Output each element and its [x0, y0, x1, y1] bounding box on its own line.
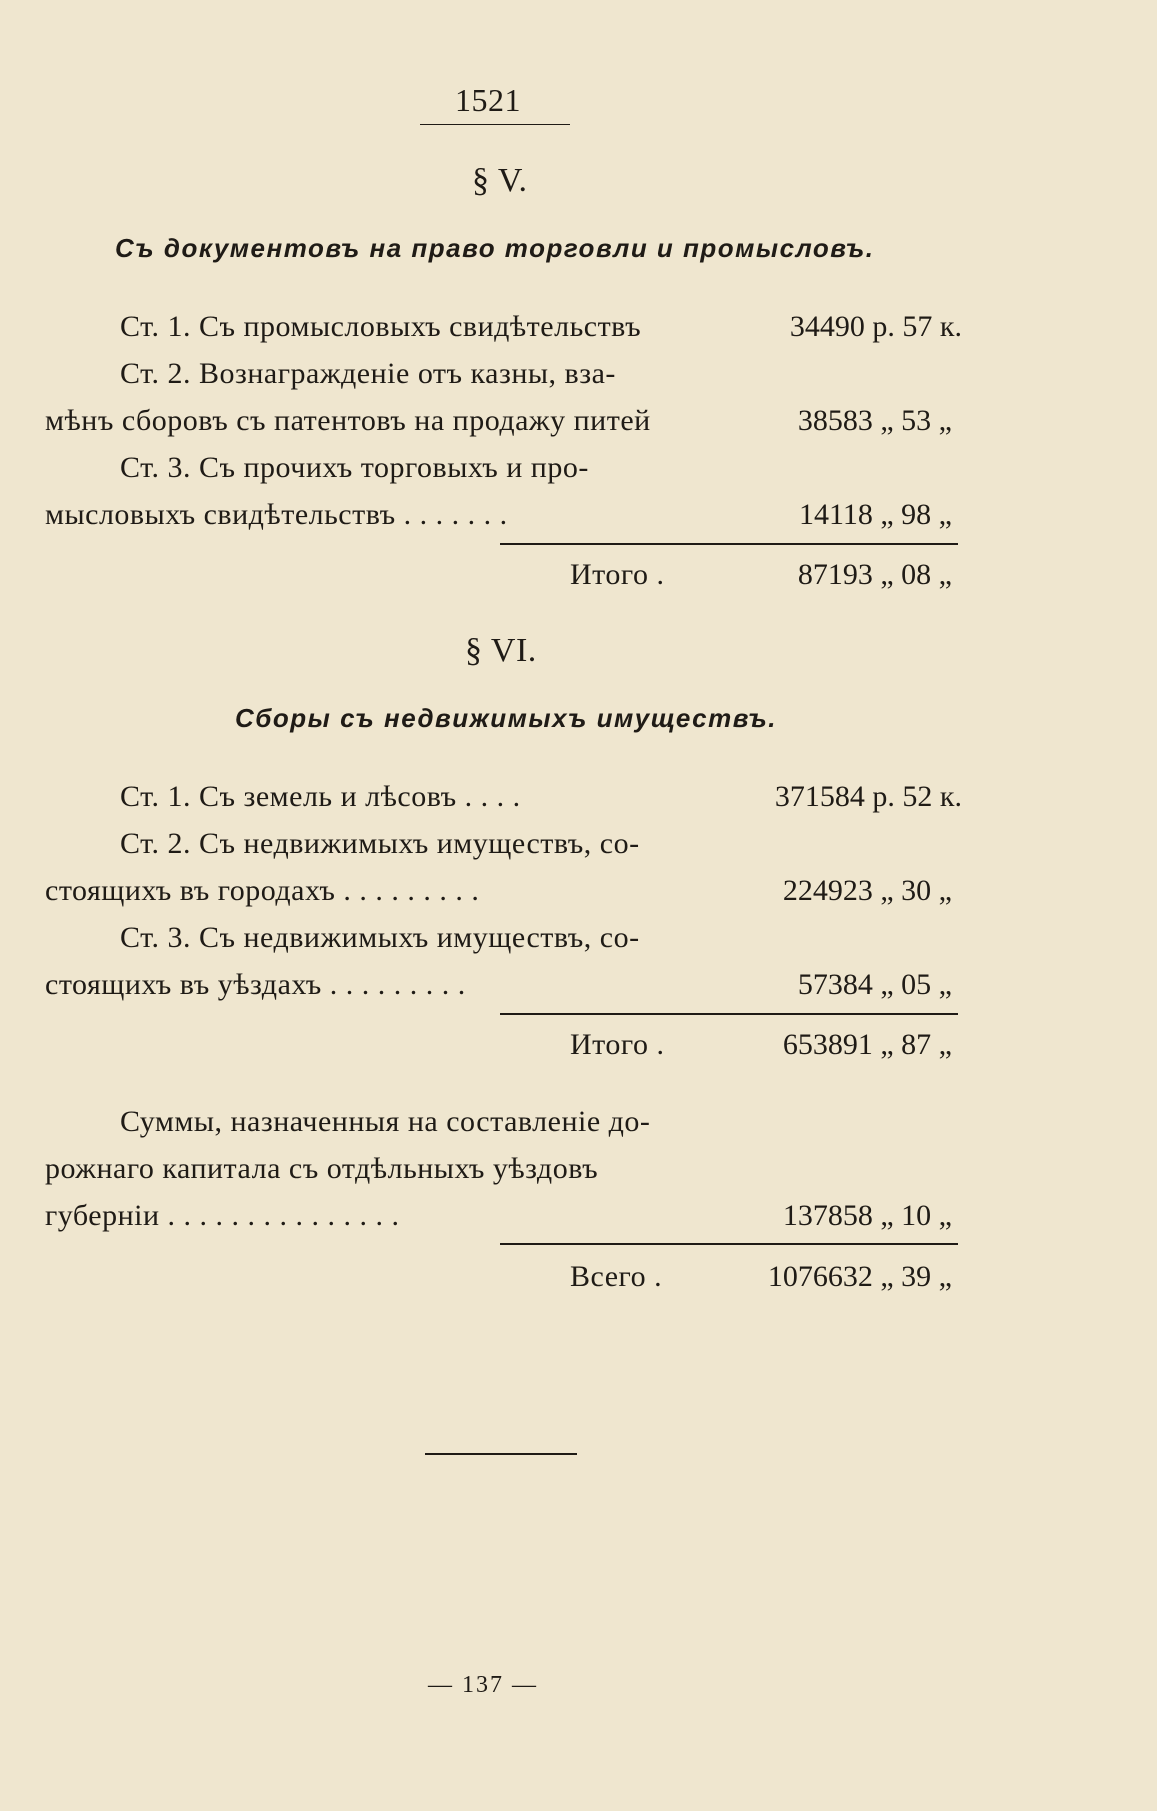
s6-total-amount: 653891 „ 87 „ — [782, 1028, 952, 1061]
s6-line2-amount: 224923 „ 30 „ — [782, 874, 952, 907]
s5-line1: Ст. 1. Съ промысловыхъ свидѣтельствъ — [120, 310, 642, 343]
s6-line3a: Ст. 3. Съ недвижимыхъ имуществъ, со- — [120, 921, 640, 954]
s5-line3-amount: 14118 „ 98 „ — [798, 498, 952, 531]
s6-line1: Ст. 1. Съ земель и лѣсовъ . . . . — [120, 780, 521, 813]
closing-rule — [425, 1453, 577, 1455]
road-amount: 137858 „ 10 „ — [782, 1199, 952, 1232]
grand-total-rule — [500, 1243, 958, 1245]
s5-line1-amount: 34490 р. 57 к. — [789, 310, 962, 343]
road-line3: губерніи . . . . . . . . . . . . . . . — [45, 1199, 400, 1232]
section-6-title: Сборы съ недвижимыхъ имуществъ. — [235, 703, 777, 733]
s6-total-rule — [500, 1013, 958, 1015]
section-5-mark: § V. — [472, 162, 528, 199]
s6-line3b: стоящихъ въ уѣздахъ . . . . . . . . . — [45, 968, 466, 1001]
s6-line2a: Ст. 2. Съ недвижимыхъ имуществъ, со- — [120, 827, 640, 860]
s6-total-label: Итого . — [570, 1028, 665, 1061]
s5-line2-amount: 38583 „ 53 „ — [797, 404, 952, 437]
header-rule — [420, 124, 570, 125]
s5-line2a: Ст. 2. Вознагражденіе отъ казны, вза- — [120, 357, 616, 390]
footer-page-number: — 137 — — [428, 1672, 538, 1698]
s5-total-label: Итого . — [570, 558, 665, 591]
s6-line2b: стоящихъ въ городахъ . . . . . . . . . — [45, 874, 480, 907]
grand-total-label: Всего . — [570, 1260, 663, 1293]
section-5-title: Съ документовъ на право торговли и промысловъ. — [115, 233, 875, 263]
road-line2: рожнаго капитала съ отдѣльныхъ уѣздовъ — [45, 1152, 599, 1185]
road-line1: Суммы, назначенныя на составленіе до- — [120, 1105, 651, 1138]
s5-total-amount: 87193 „ 08 „ — [797, 558, 952, 591]
s5-line3a: Ст. 3. Съ прочихъ торговыхъ и про- — [120, 451, 589, 484]
grand-total-amount: 1076632 „ 39 „ — [767, 1260, 952, 1293]
s5-line3b: мысловыхъ свидѣтельствъ . . . . . . . — [45, 498, 508, 531]
section-6-mark: § VI. — [465, 632, 537, 669]
s5-line2b: мѣнъ сборовъ съ патентовъ на продажу питей — [45, 404, 651, 437]
s5-total-rule — [500, 543, 958, 545]
header-page-number: 1521 — [455, 82, 521, 118]
s6-line3-amount: 57384 „ 05 „ — [797, 968, 952, 1001]
s6-line1-amount: 371584 р. 52 к. — [774, 780, 962, 813]
